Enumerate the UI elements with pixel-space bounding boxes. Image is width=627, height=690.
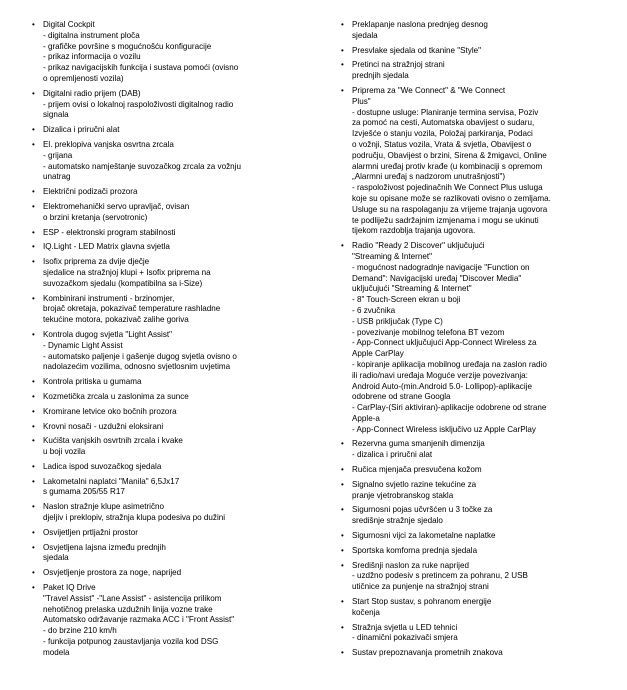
feature-item <box>341 86 609 237</box>
feature-detail-line: - grafičke površine s mogućnošću konfiguracije <box>43 41 212 51</box>
feature-detail-line: - USB priključak (Type C) <box>352 316 443 326</box>
feature-detail-line: o opremljenosti vozila) <box>43 73 124 83</box>
feature-item <box>341 46 609 57</box>
feature-title: • Stražnja svjetla u LED tehnici <box>352 622 458 632</box>
feature-item <box>32 502 304 524</box>
feature-title: • Presvlake sjedala od tkanine "Style" <box>352 45 482 55</box>
feature-detail-line: alarmni uređaj protiv krađe (u kombinaciji s opremom <box>352 161 543 171</box>
feature-item <box>32 422 304 433</box>
feature-detail-line: - prikaz navigacijskih funkcija i sustava pomoći (ovisno <box>43 63 239 73</box>
feature-detail-line: signala <box>43 110 69 120</box>
feature-title: • Elektromehanički servo upravljač, ovisan <box>43 201 190 211</box>
feature-item <box>341 531 609 542</box>
feature-detail-line: - App-Connect uključujući App-Connect Wireless za <box>352 338 537 348</box>
feature-detail-line: uključujući "Streaming & Internet" <box>352 284 472 294</box>
feature-detail-line: području, Obavijest o brzini, Sirena & žmigavci, Online <box>352 150 547 160</box>
feature-item <box>341 648 609 659</box>
feature-detail-line: - kopiranje aplikacija mobilnog uređaja na zaslon radio <box>352 359 547 369</box>
feature-title: • Sigurnosni vijci za lakometalne naplatke <box>352 531 496 541</box>
feature-title: • Osvjetljenje prostora za noge, naprijed <box>43 568 182 578</box>
feature-detail-line: Android Auto-(min.Android 5.0- Lollipop)-aplikacije <box>352 381 532 391</box>
feature-item <box>32 392 304 403</box>
feature-detail-line: Plus" <box>352 96 371 106</box>
feature-detail-line: središnje stražnje sjedalo <box>352 516 443 526</box>
feature-detail-line: - automatsko paljenje i gašenje dugog svjetla ovisno o <box>43 351 237 361</box>
feature-detail-line: Apple CarPlay <box>352 349 404 359</box>
right-feature-list <box>341 20 609 663</box>
feature-detail-line: - uzdžno podesiv s pretincem za pohranu, 2 USB <box>352 571 528 581</box>
feature-detail-line: za pomoć na cesti, Automatska obavijest o sudaru, <box>352 118 535 128</box>
feature-detail-line: - dizalica i priručni alat <box>352 450 433 460</box>
feature-detail-line: ili radio/navi uređaja Moguće verzije povezivanja: <box>352 370 528 380</box>
feature-title: • Osvjetljena lajsna između prednjih <box>43 542 166 552</box>
feature-detail-line: - 6 zvučnika <box>352 305 396 315</box>
feature-detail-line: prednjih sjedala <box>352 71 409 81</box>
feature-title: • Kontrola pritiska u gumama <box>43 377 142 387</box>
feature-detail-line: - do brzine 210 km/h <box>43 626 117 636</box>
feature-title: • ESP - elektronski program stabilnosti <box>43 227 176 237</box>
feature-title: • Sigurnosni pojas učvršćen u 3 točke za <box>352 505 493 515</box>
feature-item <box>341 241 609 435</box>
feature-title: • Naslon stražnje klupe asimetrično <box>43 502 165 512</box>
feature-detail-line: unatrag <box>43 172 71 182</box>
feature-detail-line: - dostupne usluge: Planiranje termina servisa, Poziv <box>352 107 539 117</box>
feature-detail-line: modela <box>43 647 70 657</box>
feature-title: • Rezervna guma smanjenih dimenzija <box>352 439 485 449</box>
feature-item <box>341 465 609 476</box>
feature-title: • Paket IQ Drive <box>43 583 96 593</box>
feature-detail-line: - grijana <box>43 150 73 160</box>
feature-item <box>32 20 304 85</box>
feature-detail-line: utičnice za punjenje na stražnjoj strani <box>352 582 489 592</box>
feature-item <box>32 436 304 458</box>
feature-detail-line: Automatsko održavanje razmaka ACC i "Front Assist" <box>43 615 235 625</box>
feature-title: • Pretinci na stražnjoj strani <box>352 60 445 70</box>
feature-detail-line: kočenja <box>352 607 380 617</box>
feature-detail-line: - Dynamic Light Assist <box>43 340 123 350</box>
feature-detail-line: - CarPlay-(Siri aktiviran)-aplikacije odobrene od strane <box>352 403 547 413</box>
feature-item <box>341 439 609 461</box>
feature-item <box>32 257 304 289</box>
feature-title: • Priprema za "We Connect" & "We Connect <box>352 85 506 95</box>
feature-detail-line: u boji vozila <box>43 447 86 457</box>
feature-detail-line: - mogućnost nadogradnje navigacije "Function on <box>352 262 530 272</box>
feature-detail-line: koje su opisane može se razlikovati ovisno o zemljama. <box>352 193 551 203</box>
feature-detail-line: nadolazećim vozilima, odnosno svjetlosnim uvjetima <box>43 362 231 372</box>
feature-item <box>341 623 609 645</box>
feature-detail-line: - povezivanje mobilnog telefona BT vezom <box>352 327 505 337</box>
feature-title: • Kozmetička zrcala u zaslonima za sunce <box>43 391 189 401</box>
feature-item <box>341 546 609 557</box>
feature-detail-line: tijekom razdoblja trajanja ugovora. <box>352 226 476 236</box>
feature-item <box>32 330 304 373</box>
feature-title: • Radio "Ready 2 Discover" uključujući <box>352 241 485 251</box>
feature-detail-line: sjedala <box>352 30 378 40</box>
feature-title: • Ručica mjenjača presvučena kožom <box>352 465 482 475</box>
feature-item <box>341 561 609 593</box>
feature-title: • Preklapanje naslona prednjeg desnog <box>352 20 488 29</box>
feature-item <box>341 480 609 502</box>
feature-item <box>341 505 609 527</box>
feature-title: • Isofix priprema za dvije dječje <box>43 257 150 267</box>
feature-title: • Dizalica i priručni alat <box>43 125 120 135</box>
feature-detail-line: djeljiv i preklopiv, stražnja klupa podesiva po dužini <box>43 513 226 523</box>
feature-detail-line: - raspoloživost pojedinačnih We Connect Plus usluga <box>352 183 543 193</box>
feature-detail-line: Apple-a <box>352 413 380 423</box>
feature-item <box>32 89 304 121</box>
feature-detail-line: pranje vjetrobranskog stakla <box>352 490 454 500</box>
feature-title: • El. preklopiva vanjska osvrtna zrcala <box>43 139 174 149</box>
feature-detail-line: sjedala <box>43 553 69 563</box>
feature-title: • Osvijetljen prtljažni prostor <box>43 527 138 537</box>
feature-title: • Start Stop sustav, s pohranom energije <box>352 597 492 607</box>
feature-item <box>32 140 304 183</box>
feature-item <box>32 125 304 136</box>
feature-title: • Digitalni radio prijem (DAB) <box>43 88 141 98</box>
feature-item <box>32 528 304 539</box>
feature-title: • Krovni nosači - uzdužni eloksirani <box>43 421 164 431</box>
feature-item <box>341 597 609 619</box>
feature-detail-line: te podliježu sadržajnim izmjenama i mogu se ukinuti <box>352 215 539 225</box>
feature-item <box>32 202 304 224</box>
feature-detail-line: - prijem ovisi o lokalnoj raspoloživosti digitalnog radio <box>43 99 234 109</box>
feature-title: • Kućišta vanjskih osvrtnih zrcala i kvake <box>43 436 183 446</box>
feature-item <box>32 187 304 198</box>
feature-title: • Ladica ispod suvozačkog sjedala <box>43 461 162 471</box>
feature-title: • Središnji naslon za ruke naprijed <box>352 560 469 570</box>
feature-title: • Kromirane letvice oko bočnih prozora <box>43 406 177 416</box>
feature-title: • Električni podizači prozora <box>43 187 138 197</box>
feature-detail-line: Usluge su na raspolaganju za vrijeme trajanja ugovora <box>352 204 548 214</box>
feature-detail-line: sjedalice na stražnjoj klupi + Isofix priprema na <box>43 267 211 277</box>
feature-detail-line: „Alarmni uređaj s nadzorom unutrašnjosti") <box>352 172 506 182</box>
feature-detail-line: - automatsko namještanje suvozačkog zrcala za vožnju <box>43 161 241 171</box>
feature-detail-line: - 8" Touch-Screen ekran u boji <box>352 295 461 305</box>
feature-detail-line: brojač okretaja, pokazivač temperature rashladne <box>43 304 221 314</box>
feature-detail-line: - App-Connect Wireless isključivo uz Apple CarPlay <box>352 424 536 434</box>
feature-item <box>32 568 304 579</box>
feature-detail-line: nehotičnog prelaska uzdužnih linija vozne trake <box>43 604 213 614</box>
feature-detail-line: Izvješće o stanju vozila, Položaj parkiranja, Podaci <box>352 129 533 139</box>
feature-title: • Kontrola dugog svjetla "Light Assist" <box>43 329 173 339</box>
feature-title: • Digital Cockpit <box>43 20 95 29</box>
feature-item <box>32 407 304 418</box>
feature-title: • Signalno svjetlo razine tekućine za <box>352 479 477 489</box>
feature-item <box>32 294 304 326</box>
feature-detail-line: - prikaz informacija o vozilu <box>43 52 141 62</box>
feature-detail-line: tekućine motora, pokazivač zalihe goriva <box>43 315 189 325</box>
feature-title: • Kombinirani instrumenti - brzinomjer, <box>43 293 175 303</box>
feature-title: • Sportska komforna prednja sjedala <box>352 545 478 555</box>
feature-item <box>32 228 304 239</box>
left-feature-list <box>32 20 304 663</box>
feature-item <box>32 377 304 388</box>
feature-title: • IQ.Light - LED Matrix glavna svjetla <box>43 242 170 252</box>
feature-item <box>32 242 304 253</box>
feature-title: • Lakometalni naplatci "Manila" 6,5Jx17 <box>43 476 180 486</box>
feature-detail-line: odobrene od strane Googla <box>352 392 451 402</box>
feature-detail-line: suvozačkom sjedalu (kompatibilna sa i-Size) <box>43 278 203 288</box>
feature-item <box>32 477 304 499</box>
feature-item <box>32 543 304 565</box>
feature-detail-line: - dinamični pokazivači smjera <box>352 633 458 643</box>
feature-detail-line: o brzini kretanja (servotronic) <box>43 212 148 222</box>
feature-detail-line: s gumama 205/55 R17 <box>43 487 125 497</box>
feature-detail-line: "Travel Assist" -"Lane Assist" - asistencija prilikom <box>43 593 222 603</box>
feature-item <box>32 583 304 659</box>
feature-detail-line: "Streaming & Internet" <box>352 251 432 261</box>
feature-detail-line: - digitalna instrument ploča <box>43 30 140 40</box>
feature-item <box>341 60 609 82</box>
feature-detail-line: - funkcija potpunog zaustavljanja vozila kod DSG <box>43 637 219 647</box>
feature-item <box>341 20 609 42</box>
feature-title: • Sustav prepoznavanja prometnih znakova <box>352 648 503 658</box>
feature-detail-line: o vožnji, Status vozila, Vrata & svjetla, Obavijest o <box>352 139 532 149</box>
feature-detail-line: Demand": Navigacijski uređaj "Discover Media" <box>352 273 522 283</box>
feature-item <box>32 462 304 473</box>
